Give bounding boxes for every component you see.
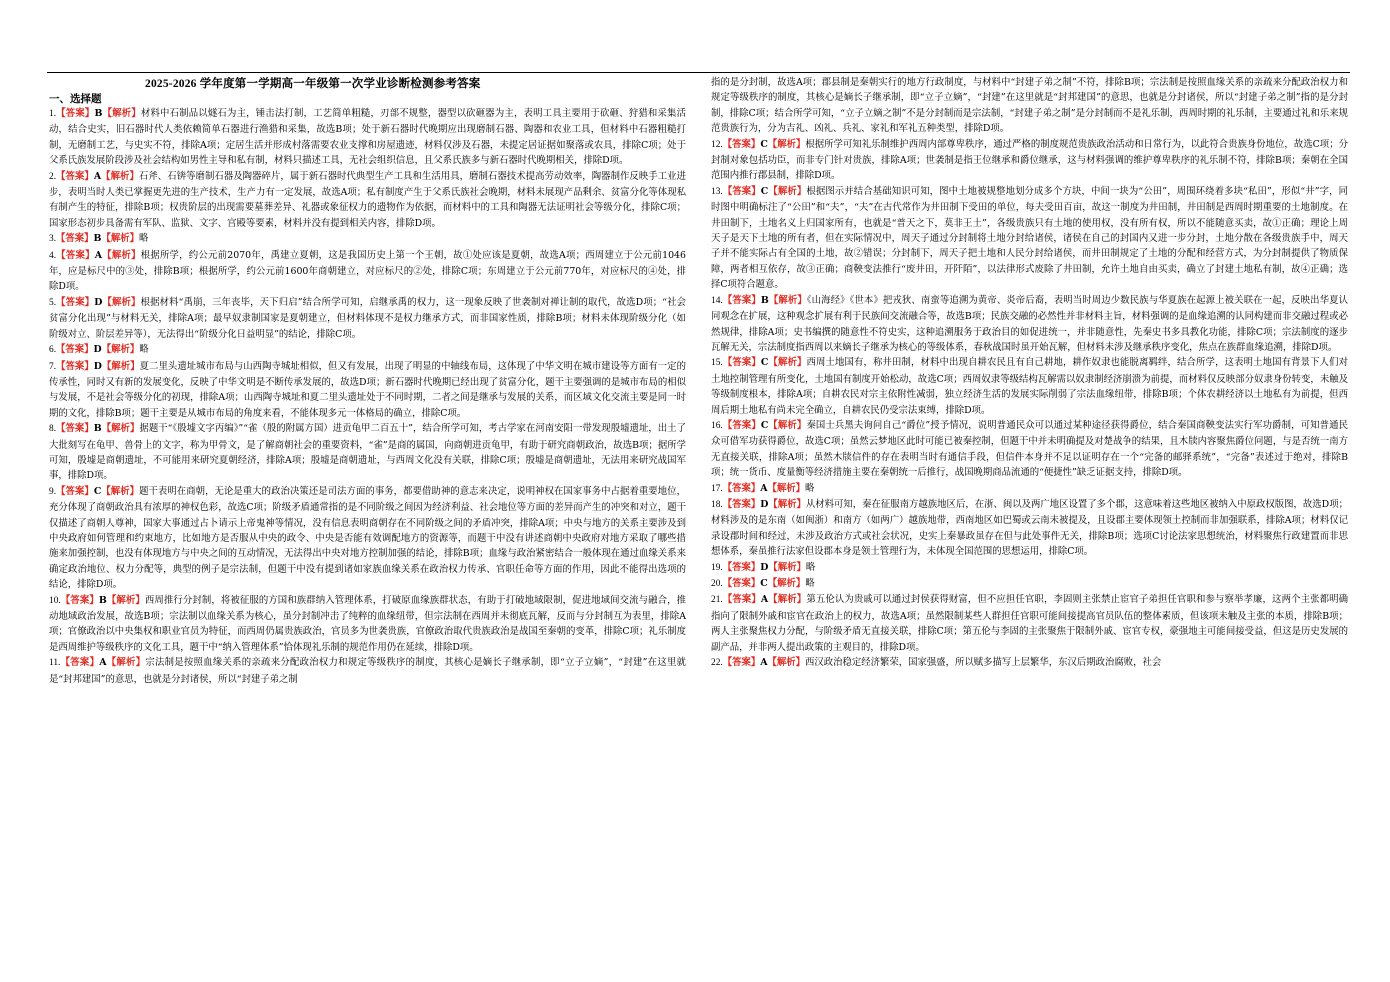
answer-letter: A — [99, 657, 107, 669]
answer-item — [49, 169, 686, 232]
answer-item — [49, 655, 686, 687]
answer-tag: 【答案】 — [56, 170, 94, 182]
answer-letter: A — [93, 170, 102, 182]
item-number: 9. — [49, 486, 57, 497]
analysis-text: 宗法制是按照血缘关系的亲疏来分配政治权力和规定等级秩序的制度，其核心是嫡长子继承制，即“立子立嫡”，“封建”在这里就是“封邦建国”的意思，也就是分封诸侯，所以“封建子弟之制 — [49, 657, 686, 685]
answer-item — [49, 484, 686, 593]
analysis-text: 略 — [139, 233, 149, 245]
item-number: 15. — [711, 358, 723, 369]
answer-letter: B — [94, 108, 103, 119]
item-number: 22. — [711, 658, 723, 669]
answer-letter: B — [93, 233, 102, 245]
item-number: 6. — [49, 345, 57, 356]
answer-item — [711, 184, 1348, 293]
analysis-tag: 【解析】 — [768, 357, 807, 369]
answer-tag: 【答案】 — [56, 108, 95, 119]
answer-tag: 【答案】 — [722, 578, 761, 589]
item-number: 3. — [49, 234, 57, 245]
item-number: 21. — [711, 595, 723, 606]
answer-tag: 【答案】 — [722, 594, 761, 606]
analysis-tag: 【解析】 — [102, 296, 141, 308]
answer-item — [49, 593, 686, 656]
answer-tag: 【答案】 — [56, 249, 95, 261]
analysis-text: 《山海经》《世本》把戎狄、南蛮等追溯为黄帝、炎帝后裔，表明当时周边少数民族与华夏族在起源上被关联在一起，反映出华夏认同观念在扩展，这种观念扩展有利于民族间交流融合等，故选B项；民族交融的必然性并非材料主旨，材料强调的是血缘追溯的认同构建而非交融过程或必然规律，排除A项；史书编撰的随意性不符史实，这种追溯服务于政治目的如促进统一，并非随意性，先秦史书多具教化功能，排除C项；宗法制度的逐步瓦解无关，宗法制度指西周以来嫡长子继承为核心的等级体系，春秋战国时虽开始瓦解，但材料未涉及继承秩序变化，焦点在族群血缘追溯，排除D项。 — [711, 294, 1348, 353]
answer-letter: D — [760, 498, 769, 510]
analysis-tag: 【解析】 — [102, 108, 141, 119]
answer-tag: 【答案】 — [56, 233, 94, 245]
answer-tag: 【答案】 — [722, 657, 761, 669]
analysis-tag: 【解析】 — [767, 578, 806, 589]
answer-letter: D — [93, 344, 102, 356]
analysis-text: 西周推行分封制，将被征服的方国和族群纳入管理体系，打破原血缘族群状态，有助于打破地域限制，促进地域间交流与融合，推动地域政治发展，故选B项；宗法制以血缘关系为核心，虽分封制冲击了纯粹的血缘纽带，但宗法制在西周并未彻底瓦解，反而与分封制互为表里，排除A项；官僚政治以中央集权和职业官员为特征，而西周仍属贵族政治，官员多为世袭贵族，官僚政治取代贵族政治是战国至秦朝的变革，排除C项；礼乐制度是西周维护等级秩序的文化工具，题干中“纳入管理体系”恰体现礼乐制的规范作用仍在延续，排除D项。 — [49, 594, 686, 653]
answer-item — [49, 231, 686, 247]
analysis-text: 根据材料“禹崩，三年丧毕，天下归启”结合所学可知，启继承禹的权力，这一现象反映了世袭制对禅让制的取代，故选D项；“社会贫富分化出现”与材料无关，排除A项；最早奴隶制国家是夏朝建立，但材料体现不是权力继承方式，而非国家性质，排除B项；材料未体现阶级分化（如阶级对立、阶层差异等），无法得出“阶级分化日益明显”的结论，排除C项。 — [49, 296, 686, 340]
item-number: 16. — [711, 420, 723, 431]
analysis-text: 根据所学可知礼乐制维护西周内部尊卑秩序，通过严格的制度规范贵族政治活动和日常行为，以此符合贵族身份地位，故选C项；分封制对象包括功臣，而非专门针对贵族，排除A项；世袭制是指王位继承和爵位继承，这与材料强调的维护尊卑秩序的礼乐制不符，排除B项；秦朝在全国范围内推行郡县制，排除D项。 — [711, 138, 1348, 182]
answer-letter: B — [93, 423, 102, 435]
answer-tag: 【答案】 — [60, 657, 100, 669]
answer-tag: 【答案】 — [722, 185, 761, 197]
item-number: 14. — [711, 295, 723, 306]
analysis-text: 西汉政治稳定经济繁荣，国家强盛，所以赋多描写上层繁华，东汉后期政治腐败，社会 — [805, 657, 1162, 669]
analysis-tag: 【解析】 — [768, 294, 807, 306]
right-column — [711, 75, 1348, 671]
answer-item — [49, 295, 686, 342]
section-heading: 一、选择题 — [49, 93, 102, 105]
item-number: 4. — [49, 250, 57, 261]
answer-letter: D — [93, 360, 102, 372]
analysis-tag: 【解析】 — [767, 138, 806, 150]
analysis-text: 略 — [139, 344, 149, 356]
analysis-tag: 【解析】 — [101, 485, 140, 497]
item-number: 10. — [49, 595, 61, 606]
analysis-text: 略 — [805, 482, 815, 494]
analysis-text: 秦国士兵黑夫询问自己“爵位”授予情况，说明普通民众可以通过某种途径获得爵位，结合秦国商鞅变法实行军功爵制，可知普通民众可借军功获得爵位，故选C项；虽然云梦地区此时可能已被秦控制，但题干中并未明确提及对楚战争的结果，且木牍内容聚焦爵位问题，与是否统一南方无直接关联，排除A项；虽然木牍信件的存在表明当时有通信手段，但信件本身并不足以证明存在一个“完备的邮驿系统”，“完备”表述过于绝对，排除B项；统一货币、度量衡等经济措施主要在秦朝统一后推行，战国晚期商品流通的“便捷性”缺乏证据支持，排除D项。 — [711, 419, 1348, 479]
answer-item — [711, 592, 1348, 655]
answer-item — [711, 293, 1348, 356]
item-number: 13. — [711, 186, 723, 197]
answer-letter: B — [98, 594, 107, 606]
answer-tag: 【答案】 — [722, 482, 761, 494]
answer-letter: C — [93, 485, 102, 497]
analysis-tag: 【解析】 — [101, 360, 140, 372]
answer-letter: A — [760, 482, 768, 494]
answer-letter: A — [760, 594, 769, 606]
item-number: 8. — [49, 424, 57, 435]
answer-tag: 【答案】 — [56, 360, 94, 372]
answer-tag: 【答案】 — [56, 344, 94, 356]
answer-item — [49, 342, 686, 358]
answer-letter: D — [760, 561, 769, 573]
item-number: 12. — [711, 139, 723, 150]
answer-tag: 【答案】 — [722, 498, 761, 510]
analysis-text: 题干表明在商朝，无论是重大的政治决策还是司法方面的事务，都要借助神的意志来决定，说明神权在国家事务中占据着重要地位，充分体现了商朝政治具有浓厚的神权色彩，故选C项；阶级矛盾通常指的是不同阶级之间因为经济利益、社会地位等方面的差异而产生的冲突和对立，题干仅描述了商朝人尊神，国家大事通过占卜请示上帝鬼神等情况，没有信息表明商朝存在不同阶级之间的矛盾冲突，排除A项；中央与地方的关系主要涉及到中央政府如何管理和约束地方，比如地方是否服从中央的政令、中央是否能有效调配地方的资源等，而题干中没有讲述商朝中央政府对地方采取了哪些措施来加强控制，也没有体现地方与中央之间的互动情况，无法得出中央对地方控制加强的结论，排除B项；血缘与政治紧密结合一般体现在通过血缘关系来确定政治地位、权力分配等，典型的例子是宗法制，但题干中没有提到诸如家族血缘关系在政治权力传承、官职任命等方面的作用，因此不能得出选项的结论，排除D项。 — [49, 485, 686, 591]
answer-item — [711, 418, 1348, 481]
analysis-text: 夏二里头遗址城市布局与山西陶寺城址相似，但又有发展，出现了明显的中轴线布局，这体现了中华文明在城市建设等方面有一定的传承性，同时又有新的发展变化，反映了中华文明是不断传承发展的，故选D项；新石器时代晚期已经出现了贫富分化，题干主要强调的是城市布局的相似与发展，不是社会等级分化的初现，排除A项；山西陶寺城址和夏二里头遗址处于不同时期，二者之间是继承与发展的关系，而区域文化交流主要是同一时期的文化，排除B项；题干主要是从城市布局的角度来看，不能体现多元一体格局的确立，排除C项。 — [49, 360, 686, 419]
analysis-text: 根据所学，约公元前2070年，禹建立夏朝，这是我国历史上第一个王朝，故①处应该是夏朝，故选A项；西周建立于公元前1046年，应是标尺中的③处，排除B项；根据所学，约公元前1600年商朝建立，对应标尺的②处，排除C项；东周建立于公元前770年，对应标尺的④处，排除D项。 — [49, 249, 686, 293]
analysis-text: 材料中石制品以燧石为主，锤击法打制，工艺简单粗糙，刃部不规整，器型以砍砸器为主，表明工具主要用于砍砸、狩猎和采集活动，结合史实，旧石器时代人类依赖简单石器进行渔猎和采集，故选B项；处于新石器时代晚期应出现磨制石器、陶器和农业工具，但材料中石器粗糙打制，无磨制工艺，与史实不符，排除A项；定居生活并形成村落需要农业支撑和房屋遗迹，材料仅涉及石器，未提定居证据如聚落或农具，排除C项；处于父系氏族发展阶段涉及社会结构如男性主导和私有制，材料只描述工具，无社会组织信息，且父系氏族多与新石器时代晚期相关，排除D项。 — [49, 108, 686, 167]
answer-tag: 【答案】 — [722, 561, 761, 573]
answer-tag: 【答案】 — [56, 423, 94, 435]
answer-tag: 【答案】 — [722, 357, 761, 369]
analysis-tag: 【解析】 — [101, 170, 139, 182]
analysis-tag: 【解析】 — [768, 185, 807, 197]
answer-item — [711, 137, 1348, 184]
answer-tag: 【答案】 — [56, 296, 95, 308]
analysis-tag: 【解析】 — [768, 498, 806, 510]
analysis-text: 石斧、石锛等磨制石器及陶器碎片，属于新石器时代典型生产工具和生活用具，磨制石器技术提高劳动效率，陶器制作反映手工业进步，表明当时人类已掌握更先进的生产技术，生产力有一定发展，故选A项；私有制度产生于父系氏族社会晚期，材料未展现产品剩余、贫富分化等体现私有制产生的特征，排除B项；权贵阶层的出现需要墓葬差异、礼器或象征权力的遗物作为依据，而材料中的工具和陶器无法证明社会等级分化，排除C项；国家形态初步具备需有军队、监狱、文字、宫殿等要素，材料并没有提到相关内容，排除D项。 — [49, 170, 686, 229]
answer-item — [711, 355, 1348, 418]
answer-item — [49, 248, 686, 295]
analysis-tag: 【解析】 — [102, 249, 141, 261]
analysis-text: 根据图示并结合基础知识可知，图中土地被规整地划分成多个方块，中间一块为“公田”，周围环绕着多块“私田”，形似“井”字，同时图中明确标注了“公田”和“夫”，“夫”在古代常作为井田制下受田的单位，每夫受田百亩，故这一制度为井田制，井田制是西周时期重要的土地制度。在井田制下，土地名义上归国家所有，也就是“普天之下，莫非王土”，各级贵族只有土地的使用权，没有所有权，所以不能随意买卖，故①正确；理论上周天子是天下土地的所有者，但在实际情况中，周天子通过分封制将土地分封给诸侯，诸侯在自己的封国内又进一步分封，土地分散在各级贵族手中，周天子并不能实际占有全国的土地，故②错误；分封制下，周天子把土地和人民分封给诸侯，而井田制规定了土地的分配和经营方式，为分封制提供了物质保障，两者相互依存，故③正确；商鞅变法推行“废井田，开阡陌”，以法律形式废除了井田制，允许土地自由买卖，确立了封建土地私有制，故④正确；选择C项符合题意。 — [711, 185, 1348, 291]
analysis-tag: 【解析】 — [101, 344, 140, 356]
answer-letter: C — [760, 357, 769, 369]
item-number: 7. — [49, 361, 57, 372]
continuation-text: 指的是分封制，故选A项；郡县制是秦朝实行的地方行政制度，与材料中“封建子弟之制”不符，排除B项；宗法制是按照血缘关系的亲疏来分配政治权力和规定等级秩序的制度，其核心是嫡长子继承制，即“立子立嫡”，“封建”在这里就是“封邦建国”的意思，也就是分封诸侯，所以“封建子弟之制”指的是分封制，排除C项；结合所学可知，“立子立嫡之制”不是分封制而是宗法制，“封建子弟之制”是分封制而不是礼乐制，西周时期的礼乐制，主要通过礼和乐来规范贵族行为，分为吉礼、凶礼、兵礼、家礼和军礼五种类型，排除D项。 — [711, 77, 1348, 135]
item-number: 17. — [711, 483, 723, 494]
item-number: 1. — [49, 109, 57, 119]
analysis-tag: 【解析】 — [768, 561, 806, 573]
page-title: 2025-2026 学年度第一学期高一年级第一次学业诊断检测参考答案 — [145, 78, 481, 90]
answer-letter: A — [760, 657, 768, 669]
item-number: 20. — [711, 579, 723, 589]
analysis-tag: 【解析】 — [767, 482, 806, 494]
analysis-tag: 【解析】 — [768, 594, 807, 606]
answer-tag: 【答案】 — [722, 419, 761, 431]
analysis-text: 略 — [805, 561, 816, 573]
answer-item — [711, 655, 1348, 671]
answer-letter: C — [760, 419, 769, 431]
answer-item — [49, 359, 686, 422]
analysis-tag: 【解析】 — [106, 594, 145, 606]
analysis-tag: 【解析】 — [101, 423, 140, 435]
analysis-tag: 【解析】 — [106, 657, 146, 669]
answer-tag: 【答案】 — [60, 594, 99, 606]
answer-item — [711, 560, 1348, 576]
answer-item — [49, 106, 686, 169]
top-rule — [47, 72, 1350, 73]
answer-tag: 【答案】 — [722, 294, 761, 306]
analysis-text: 略 — [805, 578, 815, 589]
analysis-tag: 【解析】 — [767, 657, 806, 669]
answer-letter: B — [760, 294, 769, 306]
answer-letter: C — [760, 185, 769, 197]
answer-tag: 【答案】 — [56, 485, 94, 497]
analysis-tag: 【解析】 — [768, 419, 807, 431]
answer-item — [711, 481, 1348, 497]
answer-tag: 【答案】 — [722, 138, 761, 150]
analysis-text: 从材料可知，秦在征服南方越族地区后，在浙、闽以及两广地区设置了多个郡，这意味着这些地区被纳入中原政权版图，故选D项；材料涉及的是东南（如闽浙）和南方（如两广）越族地带，西南地区如巴蜀或云南未被提及，且设郡主要体现领土控制而非加强联系，排除A项；材料仅记录设郡时间和经过，未涉及政治方式或社会状况，史实上秦暴政虽存在但与此处事件无关，排除B项；选项C讨论法家思想统治，材料聚焦行政建置而非思想体系，秦虽推行法家但设郡本身是领土管理行为，未体现全国范围的思想运用，排除C项。 — [711, 498, 1348, 558]
answer-letter: D — [94, 296, 103, 308]
item-number: 19. — [711, 562, 723, 573]
left-column — [49, 106, 686, 687]
answer-letter: C — [760, 578, 768, 589]
analysis-tag: 【解析】 — [101, 233, 139, 245]
answer-item — [711, 497, 1348, 560]
analysis-text: 西周土地国有，称井田制，材料中出现自耕农民且有自己耕地，耕作奴隶也能脱离羁绊，结合所学，这表明土地国有背景下人们对土地控制管理有所变化，土地国有制度开始松动，故选C项；西周奴隶等级结构瓦解需以奴隶制经济崩溃为前提，而材料仅反映部分奴隶身份转变，未触及等级制度根本，排除A项；自耕农民对宗主依附性减弱，独立经济生活的发展实际削弱了宗法血缘纽带，排除B项；个体农耕经济以土地私有为前提，但西周后期土地私有尚未完全确立，自耕农民仍受宗法束缚，排除D项。 — [711, 357, 1348, 416]
answer-letter: C — [760, 138, 768, 150]
analysis-text: 第五伦认为贵戚可以通过封侯获得财富，但不应担任官职，李固则主张禁止宦官子弟担任官职和参与察举孝廉，这两个主张都明确指向了限制外戚和宦官在政治上的权力，故选A项；虽然限制某些人群担任官职可能间接提高官员队伍的整体素质，但该项未触及主张的本质，排除B项；两人主张聚焦权力分配，与阶级矛盾无直接关联，排除C项；第五伦与李固的主张聚焦于限制外戚、宦官专权，豪强地主可能间接受益，但这是历史发展的副产品，并非两人提出政策的主观目的，排除D项。 — [711, 594, 1348, 653]
answer-letter: A — [94, 249, 103, 261]
answer-item — [49, 421, 686, 484]
item-number: 11. — [49, 658, 61, 669]
item-number: 18. — [711, 499, 723, 510]
analysis-text: 据题干“《殷墟文字丙编》”“雀（殷的附属方国）进贡龟甲二百五十”，结合所学可知，考古学家在河南安阳一带发现殷墟遗址，出土了大批刻写在龟甲、兽骨上的文字，称为甲骨文，是了解商朝社会的重要资料，“雀”是商的属国，向商朝进贡龟甲，有助于研究商朝政治，故选B项；据所学可知，殷墟是商朝遗址，不可能用来研究夏朝经济，排除A项；殷墟是商朝遗址，与西周文化没有关联，排除C项；殷墟是商朝遗址，无法用来研究战国军事，排除D项。 — [49, 423, 686, 482]
answer-item — [711, 576, 1348, 592]
item-number: 2. — [49, 171, 57, 182]
item-number: 5. — [49, 297, 57, 308]
